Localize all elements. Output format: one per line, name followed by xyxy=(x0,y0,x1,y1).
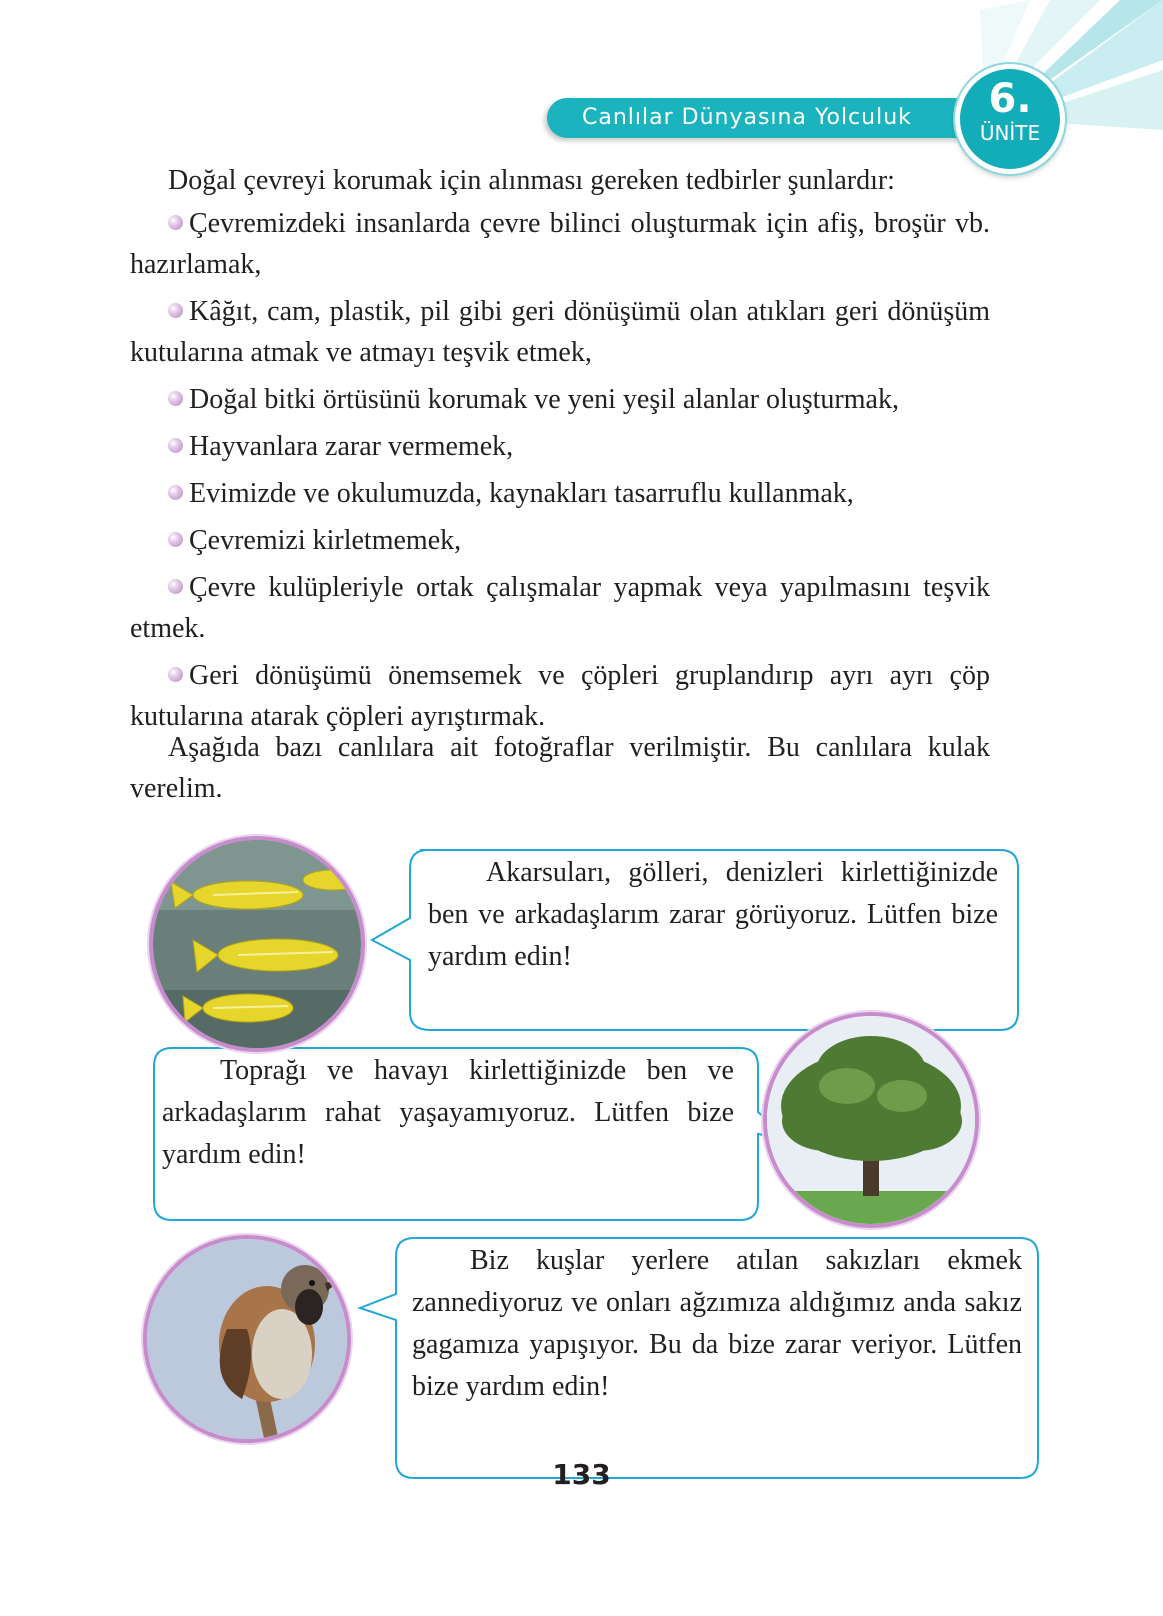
bird-photo xyxy=(143,1235,351,1443)
unit-label: ÜNİTE xyxy=(979,121,1041,145)
list-item: Hayvanlara zarar vermemek, xyxy=(130,426,990,467)
list-item: Çevremizdeki insanlarda çevre bilinci oluşturmak için afiş, broşür vb. hazırlamak, xyxy=(130,208,990,280)
list-item: Evimizde ve okulumuzda, kaynakları tasarruflu kullanmak, xyxy=(130,473,990,514)
list-item: Doğal bitki örtüsünü korumak ve yeni yeşil alanlar oluşturmak, xyxy=(130,379,990,420)
intro-paragraph: Doğal çevreyi korumak için alınması gereken tedbirler şunlardır: xyxy=(168,165,895,196)
unit-number: 6. xyxy=(988,76,1032,122)
tree-speech-text: Toprağı ve havayı kirlettiğinizde ben ve arkadaşlarım rahat yaşayamıyoruz. Lütfen bize yardım edin! xyxy=(162,1055,734,1170)
outro-paragraph: Aşağıda bazı canlılara ait fotoğraflar verilmiştir. Bu canlılara kulak verelim. xyxy=(130,732,990,804)
fish-photo xyxy=(149,836,365,1052)
list-item: Çevremizi kirletmemek, xyxy=(130,520,990,561)
list-item: Kâğıt, cam, plastik, pil gibi geri dönüşümü olan atıkları geri dönüşüm kutularına atmak ve atmayı teşvik etmek, xyxy=(130,296,990,368)
list-item: Çevre kulüpleriyle ortak çalışmalar yapmak veya yapılmasını teşvik etmek. xyxy=(130,572,990,644)
unit-title: Canlılar Dünyasına Yolculuk xyxy=(582,105,912,130)
tree-photo xyxy=(763,1012,979,1228)
page-number: 133 xyxy=(552,1458,611,1491)
bird-speech-text: Biz kuşlar yerlere atılan sakızları ekmek zannediyoruz ve onları ağzımıza aldığımız anda sakız gagamıza yapışıyor. Bu da bize zarar veriyor. Lütfen bize yardım edin! xyxy=(412,1245,1022,1402)
fish-speech-text: Akarsuları, gölleri, denizleri kirlettiğinizde ben ve arkadaşlarım zarar görüyoruz. Lütfen bize yardım edin! xyxy=(428,857,998,972)
list-item: Geri dönüşümü önemsemek ve çöpleri gruplandırıp ayrı ayrı çöp kutularına atarak çöpleri ayrıştırmak. xyxy=(130,660,990,732)
